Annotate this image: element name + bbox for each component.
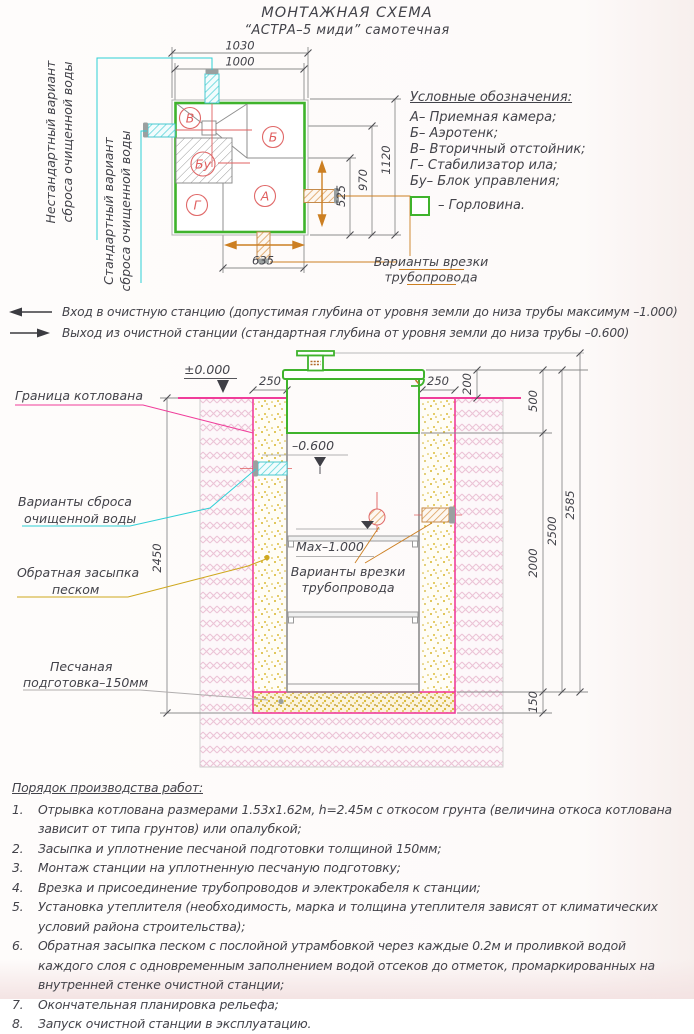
section-vent-stem — [308, 356, 323, 371]
arrow-right-icon — [8, 327, 54, 339]
legend-item-a: А– Приемная камера; — [410, 110, 557, 125]
item-number: 5. — [12, 899, 24, 914]
item-number: 3. — [12, 860, 24, 875]
item-text: Врезка и присоединение трубопроводов и электрокабеля к станции; — [38, 879, 481, 895]
work-order-item — [12, 995, 684, 1015]
plan-dim-635: 635 — [252, 253, 274, 268]
section-dim-500: 500 — [526, 390, 540, 412]
legend-item-bu: Бу– Блок управления; — [410, 174, 560, 189]
section-label-discharge-1: Варианты сброса — [18, 494, 132, 509]
section-level-max-inlet: Max–1.000 — [296, 539, 364, 554]
legend-item-g: Г– Стабилизатор ила; — [410, 158, 558, 173]
section-level-zero: ±0.000 — [184, 362, 231, 377]
plan-discharge-labels — [43, 60, 133, 292]
legend-title: Условные обозначения: — [410, 90, 573, 105]
item-number: 6. — [12, 938, 24, 953]
section-tank — [283, 351, 424, 692]
section-level-outlet: –0.600 — [292, 438, 335, 453]
outlet-note-text: Выход из очистной станции (стандартная глубина от уровня земли до низа трубы –0.600) — [62, 325, 630, 340]
plan-left-discharge-pipe — [148, 124, 175, 137]
plan-letter-bu: Бу — [195, 156, 211, 172]
legend-item-v: В– Вторичный отстойник; — [410, 142, 586, 157]
section-dim-2500: 2500 — [545, 516, 559, 546]
item-text: Окончательная планировка рельефа; — [38, 996, 279, 1012]
legend-item-gorlovina — [410, 196, 660, 216]
plan-letter-a: А — [260, 188, 270, 204]
section-sand-backfill-left — [254, 399, 287, 692]
plan-top-discharge-pipe — [205, 74, 219, 103]
plan-letter-v: В — [185, 110, 195, 126]
item-number: 4. — [12, 879, 24, 895]
item-text: Обратная засыпка песком с послойной утрамбовкой через каждые 0.2м и проливкой водой каждого слоя с одновременным заполнением водой отсеков до отметок, промаркированных на внутренней стенке очистной станции; — [38, 938, 655, 992]
arrow-left-icon — [8, 306, 54, 318]
item-text: Отрывка котлована размерами 1.53х1.62м, h=2.45м с откосом грунта (величина откоса котлована зависит от типа грунтов) или опалубкой; — [38, 801, 672, 836]
plan-dim-970: 970 — [356, 169, 370, 191]
item-text: Установка утеплителя (необходимость, марка и толщина утеплителя зависят от климатических условий района строительства); — [38, 899, 658, 934]
legend-gorlovina-label: – Горловина. — [438, 198, 526, 213]
section-label-sand-prep-2: подготовка–150мм — [23, 675, 149, 690]
work-order — [12, 778, 684, 1034]
section-dim-250-left: 250 — [259, 374, 281, 388]
work-order-item — [12, 800, 684, 839]
work-order-item — [12, 936, 684, 995]
inlet-outlet-notes — [8, 301, 692, 343]
section-label-tie-in-2: трубопровода — [301, 580, 395, 595]
section-label-sand-prep-1: Песчаная — [50, 659, 113, 674]
work-order-item — [12, 839, 684, 859]
section-dim-2000: 2000 — [526, 548, 540, 578]
title-line1: МОНТАЖНАЯ СХЕМА — [261, 5, 433, 21]
plan-label-tie-in-1: Варианты врезки — [373, 254, 489, 269]
cross-section — [15, 350, 588, 768]
plan-label-standard-1: Стандартный вариант — [101, 137, 116, 285]
plan-dim-1120: 1120 — [379, 145, 393, 175]
section-dim-250-right: 250 — [427, 374, 449, 388]
plan-right-inlet-pipe — [304, 190, 335, 203]
section-inlet-pipe — [422, 508, 449, 522]
section-dim-200: 200 — [460, 373, 474, 395]
item-number: 8. — [12, 1016, 24, 1031]
plan-label-standard-2: сброса очищенной воды — [118, 130, 133, 292]
item-text: Засыпка и уплотнение песчаной подготовки толщиной 150мм; — [38, 840, 442, 856]
section-label-backfill-2: песком — [52, 582, 100, 597]
item-text: Монтаж станции на уплотненную песчаную подготовку; — [38, 860, 401, 875]
section-sand-backfill-right — [422, 399, 455, 692]
inlet-note-row — [8, 301, 692, 322]
plan-label-nonstandard-2: сброса очищенной воды — [60, 61, 75, 223]
section-dim-2585: 2585 — [563, 490, 577, 520]
section-lid — [283, 370, 424, 379]
section-outlet-pipe — [258, 462, 287, 475]
inlet-note-text: Вход в очистную станцию (допустимая глубина от уровня земли до низа трубы максимум –1.000) — [62, 304, 678, 319]
item-number: 2. — [12, 840, 24, 856]
work-order-item — [12, 1014, 684, 1034]
section-label-tie-in-1: Варианты врезки — [290, 564, 406, 579]
item-number: 7. — [12, 996, 24, 1012]
work-order-item — [12, 858, 684, 878]
work-order-title: Порядок производства работ: — [12, 780, 203, 795]
section-label-pit-boundary: Граница котлована — [15, 388, 143, 403]
plan-letter-b: Б — [268, 129, 278, 145]
work-order-item — [12, 878, 684, 898]
section-dim-150: 150 — [526, 691, 540, 713]
plan-dim-1030: 1030 — [225, 38, 255, 53]
item-number: 1. — [12, 801, 24, 817]
plan-letter-g: Г — [193, 197, 201, 213]
section-label-discharge-2: очищенной воды — [24, 511, 137, 526]
gorlovina-icon — [410, 196, 430, 216]
plan-label-tie-in-2: трубопровода — [384, 269, 478, 285]
title-line2: “АСТРА–5 миди” самотечная — [244, 23, 450, 38]
section-inlet-pipe-cap — [449, 507, 455, 524]
section-outlet-pipe-cap — [253, 461, 258, 477]
plan-dim-1000: 1000 — [225, 54, 255, 69]
outlet-note-row — [8, 322, 692, 343]
item-text: Запуск очистной станции в эксплуатацию. — [38, 1016, 312, 1031]
plan-left-pipe-cap — [143, 123, 148, 138]
section-dim-2450: 2450 — [150, 543, 164, 573]
legend-item-b: Б– Аэротенк; — [410, 126, 499, 141]
plan-label-nonstandard-1: Нестандартный вариант — [43, 60, 58, 224]
work-order-item — [12, 897, 684, 936]
legend — [410, 90, 660, 216]
plan-dim-525: 525 — [334, 185, 348, 207]
section-label-backfill-1: Обратная засыпка — [17, 565, 140, 580]
